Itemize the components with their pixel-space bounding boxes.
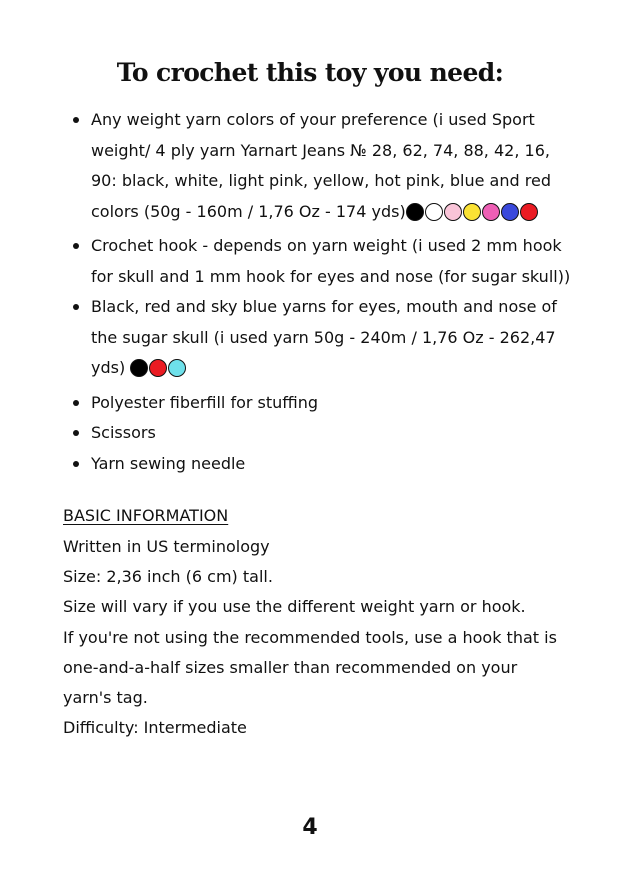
- list-item-fiberfill: [63, 388, 573, 419]
- bullet-icon: [73, 461, 79, 467]
- terminology-text: Written in US terminology: [63, 537, 270, 556]
- yarn-color-swatches: [406, 201, 539, 232]
- list-item-needle: [63, 449, 573, 480]
- basic-information-heading: BASIC INFORMATION: [63, 506, 229, 525]
- swatch-hot-pink: [482, 203, 500, 221]
- list-item-yarn: [63, 105, 573, 231]
- swatch-red: [149, 359, 167, 377]
- fiberfill-text: Polyester fiberfill for stuffing: [91, 392, 319, 412]
- hook-text: Crochet hook - depends on yarn weight (i used 2 mm hook for skull and 1 mm hook for eyes and nose (for sugar skull)): [91, 236, 571, 286]
- list-item-hook: [63, 231, 573, 292]
- bullet-icon: [73, 430, 79, 436]
- bullet-icon: [73, 117, 79, 123]
- scissors-text: Scissors: [91, 423, 156, 442]
- swatch-white: [425, 203, 443, 221]
- difficulty-text: Difficulty: Intermediate: [63, 718, 247, 738]
- swatch-sky-blue: [168, 359, 186, 377]
- swatch-yellow: [463, 203, 481, 221]
- size-text: Size: 2,36 inch (6 cm) tall.: [63, 567, 273, 587]
- page-number: 4: [302, 815, 318, 840]
- bullet-icon: [73, 243, 79, 249]
- list-item-face-yarns: [63, 292, 573, 388]
- size-note-text: Size will vary if you use the different weight yarn or hook.: [63, 597, 526, 617]
- face-yarns-text: Black, red and sky blue yarns for eyes, mouth and nose of the sugar skull (i used yarn 50g - 240m / 1,76 Oz - 262,47 yds): [91, 297, 557, 377]
- face-yarn-color-swatches: [130, 357, 187, 388]
- swatch-red: [520, 203, 538, 221]
- swatch-black: [130, 359, 148, 377]
- page-title: To crochet this toy you need:: [116, 58, 504, 87]
- list-item-scissors: [63, 418, 573, 449]
- materials-list: [63, 105, 573, 479]
- bullet-icon: [73, 400, 79, 406]
- swatch-light-pink: [444, 203, 462, 221]
- swatch-blue: [501, 203, 519, 221]
- yarn-text: Any weight yarn colors of your preference (i used Sport weight/ 4 ply yarn Yarnart Jeans № 28, 62, 74, 88, 42, 16, 90: black, white, light pink, yellow, hot pink, blue and red colors (50g - 160m / 1,76 Oz - 174 yds): [91, 110, 551, 221]
- swatch-black: [406, 203, 424, 221]
- bullet-icon: [73, 304, 79, 310]
- needle-text: Yarn sewing needle: [91, 453, 246, 473]
- tools-note-text: If you're not using the recommended tools, use a hook that is one-and-a-half sizes smaller than recommended on your yarn's tag.: [63, 627, 557, 708]
- basic-information-body: [63, 532, 563, 743]
